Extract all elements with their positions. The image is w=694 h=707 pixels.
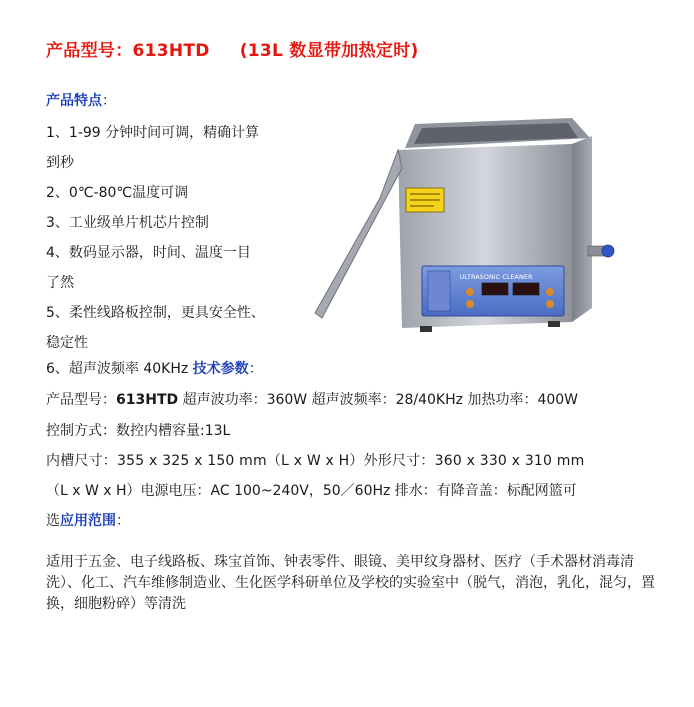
panel-button [466, 300, 474, 308]
feature-line: 稳定性 [46, 335, 88, 351]
features-heading-colon: ： [102, 93, 116, 109]
panel-button [546, 288, 554, 296]
spec-model-label: 产品型号： [46, 392, 116, 408]
spec-line-4: （L x W x H）电源电压：AC 100~240V，50／60Hz 排水：有降音盖：标配网篮可 [46, 483, 577, 499]
application-heading-colon: ： [116, 513, 130, 529]
product-title [46, 36, 419, 61]
feature-line: 2、0℃-80℃温度可调 [46, 185, 189, 201]
tank-side [572, 136, 592, 322]
spec-line-5 [46, 510, 130, 530]
product-subtitle: (13L 数显带加热定时) [239, 41, 419, 61]
product-model-title: 产品型号：613HTD [46, 41, 210, 61]
application-heading: 应用范围 [60, 513, 116, 529]
feature-line-6 [46, 358, 263, 378]
panel-button [466, 288, 474, 296]
spec-line-1 [46, 389, 578, 409]
panel-label: ULTRASONIC CLEANER [459, 273, 533, 281]
time-display [482, 283, 508, 295]
feature-line: 3、工业级单片机芯片控制 [46, 215, 209, 231]
spec-line-2: 控制方式：数控内槽容量:13L [46, 423, 231, 439]
spec-power-text: 超声波功率：360W 超声波频率：28/40KHz 加热功率：400W [178, 392, 579, 408]
feature-list [46, 118, 291, 358]
spec-line-3: 内槽尺寸：355 x 325 x 150 mm（L x W x H）外形尺寸：360 x 330 x 310 mm [46, 453, 585, 469]
spec-model-value: 613HTD [116, 392, 179, 408]
temp-display [513, 283, 539, 295]
specs-heading-colon: ： [248, 361, 263, 377]
lid [315, 150, 402, 318]
product-image [310, 108, 655, 352]
features-heading-text: 产品特点 [46, 93, 102, 109]
feature-line: 了然 [46, 275, 74, 291]
spec-optional-text: 选 [46, 513, 60, 529]
application-paragraph: 适用于五金、电子线路板、珠宝首饰、钟表零件、眼镜、美甲纹身器材、医疗（手术器材消毒清洗）、化工、汽车维修制造业、生化医学科研单位及学校的实验室中（脱气，消泡，乳化，混匀，置换，细胞粉碎）等清洗 [46, 554, 655, 612]
panel-button [546, 300, 554, 308]
feature-frequency: 6、超声波频率 40KHz [46, 361, 193, 377]
feature-line: 4、数码显示器，时间、温度一目 [46, 245, 251, 261]
feature-line: 到秒 [46, 155, 74, 171]
feature-line: 5、柔性线路板控制，更具安全性、 [46, 305, 265, 321]
features-heading [46, 90, 116, 110]
specs-heading: 技术参数 [192, 361, 249, 377]
feature-line: 1、1-99 分钟时间可调，精确计算 [46, 125, 260, 141]
